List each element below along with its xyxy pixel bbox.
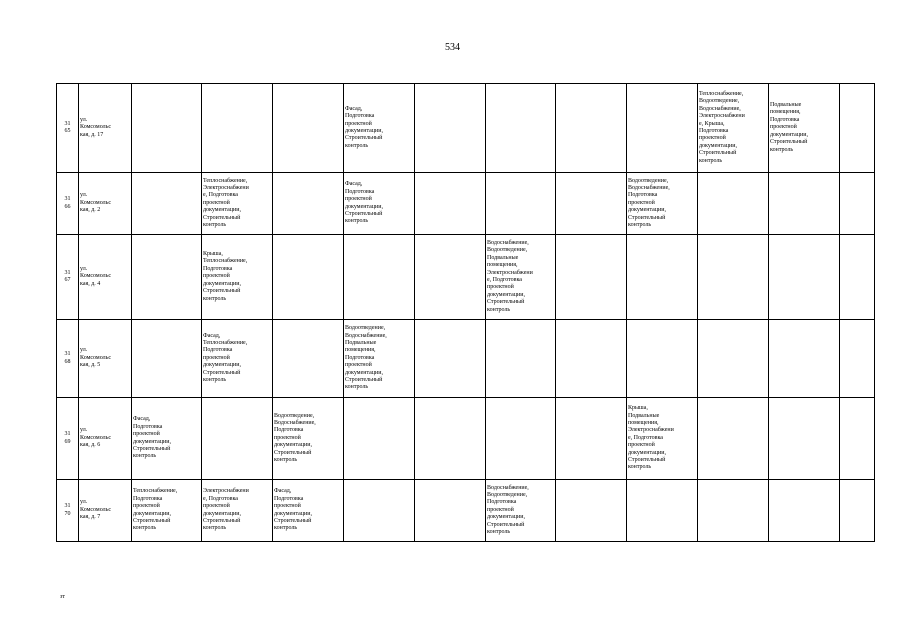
address-cell: ул. Комсомольс кая, д. 5 xyxy=(79,320,132,398)
work-type-cell xyxy=(840,235,875,320)
row-number: 31 68 xyxy=(57,320,79,398)
work-type-cell xyxy=(486,398,556,480)
work-type-cell xyxy=(556,173,627,235)
work-type-cell: Теплоснабжение, Подготовка проектной документации, Строительный контроль xyxy=(132,480,202,542)
work-type-cell: Фасад, Подготовка проектной документации, Строительный контроль xyxy=(344,173,415,235)
work-type-cell xyxy=(840,480,875,542)
work-type-cell: Водоснабжение, Водоотведение, Подготовка проектной документации, Строительный контроль xyxy=(486,480,556,542)
address-cell: ул. Комсомольс кая, д. 4 xyxy=(79,235,132,320)
work-type-cell: Подвальные помещения, Подготовка проектной документации, Строительный контроль xyxy=(769,84,840,173)
work-type-cell xyxy=(273,320,344,398)
work-type-cell xyxy=(769,398,840,480)
row-number: 31 70 xyxy=(57,480,79,542)
work-type-cell xyxy=(627,84,698,173)
work-type-cell: Фасад, Теплоснабжение, Подготовка проектной документации, Строительный контроль xyxy=(202,320,273,398)
row-number: 31 69 xyxy=(57,398,79,480)
row-number: 31 65 xyxy=(57,84,79,173)
table-row xyxy=(57,320,875,398)
work-type-cell xyxy=(415,235,486,320)
table-row xyxy=(57,173,875,235)
work-type-cell xyxy=(344,480,415,542)
address-cell: ул. Комсомольс кая, д. 6 xyxy=(79,398,132,480)
work-type-cell xyxy=(415,84,486,173)
work-type-cell xyxy=(698,173,769,235)
work-type-cell: Крыша, Подвальные помещения, Электроснабжени е, Подготовка проектной документации, Строительный контроль xyxy=(627,398,698,480)
work-type-cell xyxy=(840,398,875,480)
work-type-cell xyxy=(556,84,627,173)
work-type-cell xyxy=(486,173,556,235)
work-type-cell: Крыша, Теплоснабжение, Подготовка проектной документации, Строительный контроль xyxy=(202,235,273,320)
work-type-cell xyxy=(769,320,840,398)
work-type-cell xyxy=(698,235,769,320)
work-type-cell: Фасад, Подготовка проектной документации, Строительный контроль xyxy=(344,84,415,173)
work-type-cell xyxy=(273,173,344,235)
work-type-cell xyxy=(627,480,698,542)
work-type-cell xyxy=(556,398,627,480)
work-type-cell xyxy=(344,398,415,480)
work-type-cell xyxy=(556,480,627,542)
work-type-cell: Фасад, Подготовка проектной документации, Строительный контроль xyxy=(132,398,202,480)
work-type-cell xyxy=(769,480,840,542)
work-type-cell: Водоотведение, Водоснабжение, Подвальные помещения, Подготовка проектной документации, Строительный контроль xyxy=(344,320,415,398)
work-type-cell xyxy=(698,398,769,480)
work-type-cell xyxy=(132,173,202,235)
work-type-cell xyxy=(415,320,486,398)
work-type-cell xyxy=(840,84,875,173)
work-type-cell xyxy=(132,235,202,320)
work-type-cell xyxy=(698,320,769,398)
row-number: 31 67 xyxy=(57,235,79,320)
address-cell: ул. Комсомольс кая, д. 2 xyxy=(79,173,132,235)
work-type-cell xyxy=(486,320,556,398)
address-cell: ул. Комсомольс кая, д. 17 xyxy=(79,84,132,173)
work-type-cell: Водоотведение, Водоснабжение, Подготовка проектной документации, Строительный контроль xyxy=(273,398,344,480)
work-type-cell xyxy=(202,84,273,173)
work-type-cell: Фасад, Подготовка проектной документации, Строительный контроль xyxy=(273,480,344,542)
work-type-cell xyxy=(698,480,769,542)
address-cell: ул. Комсомольс кая, д. 7 xyxy=(79,480,132,542)
work-type-cell xyxy=(627,235,698,320)
work-type-cell: Водоснабжение, Водоотведение, Подвальные помещения, Электроснабжени е, Подготовка проектной документации, Строительный контроль xyxy=(486,235,556,320)
work-type-cell xyxy=(556,235,627,320)
work-type-cell xyxy=(415,173,486,235)
work-type-cell xyxy=(769,173,840,235)
page-number: 534 xyxy=(445,42,460,53)
footer-mark: зт xyxy=(60,594,65,600)
work-plan-table xyxy=(56,83,875,542)
work-type-cell: Теплоснабжение, Электроснабжени е, Подготовка проектной документации, Строительный контроль xyxy=(202,173,273,235)
work-type-cell xyxy=(627,320,698,398)
work-type-cell xyxy=(415,398,486,480)
work-type-cell xyxy=(486,84,556,173)
work-type-cell xyxy=(415,480,486,542)
work-type-cell: Водоотведение, Водоснабжение, Подготовка проектной документации, Строительный контроль xyxy=(627,173,698,235)
work-type-cell: Электроснабжени е, Подготовка проектной документации, Строительный контроль xyxy=(202,480,273,542)
row-number: 31 66 xyxy=(57,173,79,235)
work-type-cell xyxy=(273,235,344,320)
work-type-cell: Теплоснабжение, Водоотведение, Водоснабжение, Электроснабжени е, Крыша, Подготовка проектной документации, Строительный контроль xyxy=(698,84,769,173)
work-type-cell xyxy=(769,235,840,320)
work-type-cell xyxy=(556,320,627,398)
work-type-cell xyxy=(840,173,875,235)
table-row xyxy=(57,235,875,320)
work-type-cell xyxy=(132,84,202,173)
work-type-cell xyxy=(202,398,273,480)
work-type-cell xyxy=(132,320,202,398)
work-type-cell xyxy=(840,320,875,398)
table-row xyxy=(57,84,875,173)
table-row xyxy=(57,398,875,480)
table-row xyxy=(57,480,875,542)
work-type-cell xyxy=(273,84,344,173)
work-type-cell xyxy=(344,235,415,320)
